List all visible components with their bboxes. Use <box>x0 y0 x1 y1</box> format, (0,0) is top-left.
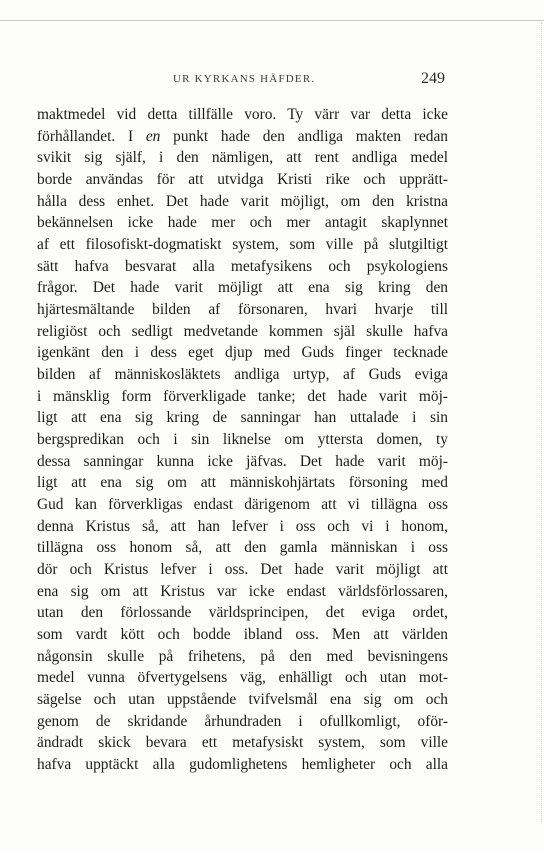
page-header <box>0 70 544 93</box>
text-line: af ett filosofiskt-dogmatiskt system, som ville på slutgiltigt <box>37 236 448 254</box>
text-line: sägelse och utan uppstående tvifvelsmål ena sig om och <box>37 691 448 709</box>
text-line: Gud kan förverkligas endast därigenom att vi tillägna oss <box>37 496 448 514</box>
text-line: sätt hafva besvarat alla metafysikens och psykologiens <box>37 257 448 275</box>
text-line: borde användas för att utvidga Kristi rike och upprätt- <box>37 171 448 189</box>
text-line: tillägna oss honom så, att den gamla människan i oss <box>37 539 448 557</box>
text-line: ändradt skick bevara ett metafysiskt system, som ville <box>37 734 448 752</box>
text-line: ena sig om att Kristus var icke endast världsförlossaren, <box>37 582 448 600</box>
text-line: dessa sanningar kunna icke jäfvas. Det hade varit möj- <box>37 452 448 470</box>
text-line: denna Kristus så, att han lefver i oss och vi i honom, <box>37 517 448 535</box>
text-line: bergspredikan och i sin liknelse om yttersta domen, ty <box>37 431 448 449</box>
text-line: religiöst och sedligt medvetande kommen själ skulle hafva <box>37 322 448 340</box>
text-line: ligt att ena sig om att människohjärtats försoning med <box>37 474 448 492</box>
text-line: bekännelsen icke hade mer och mer antagit skaplynnet <box>37 214 448 232</box>
text-line: medel vunna öfvertygelsens väg, enhälligt och utan mot- <box>37 669 448 687</box>
text-line: svikit sig själf, i den nämligen, att rent andliga medel <box>37 149 448 167</box>
text-line: förhållandet. I en punkt hade den andliga makten redan <box>37 127 448 145</box>
text-line: dör och Kristus lefver i oss. Det hade varit möjligt att <box>37 561 448 579</box>
page-edge <box>540 22 542 822</box>
text-line: ligt att ena sig kring de sanningar han uttalade i sin <box>37 409 448 427</box>
text-line: som vardt kött och bodde ibland oss. Men att världen <box>37 626 448 644</box>
text-line: genom de skridande århundraden i ofullkomligt, oför- <box>37 712 448 730</box>
top-rule <box>0 20 544 21</box>
text-line: maktmedel vid detta tillfälle voro. Ty värr var detta icke <box>37 106 448 123</box>
text-line: hålla dess enhet. Det hade varit möjligt, om den kristna <box>37 192 448 210</box>
text-line: någonsin skulle på frihetens, på den med bevisningens <box>37 647 448 665</box>
text-line: frågor. Det hade varit möjligt att ena sig kring den <box>37 279 448 297</box>
text-line: hafva upptäckt alla gudomlighetens hemligheter och alla <box>37 756 448 774</box>
page-number: 249 <box>421 70 445 87</box>
running-head: UR KYRKANS HÄFDER. <box>173 73 316 85</box>
text-line: i mänsklig form förverkligade tanke; det hade varit möj- <box>37 387 448 405</box>
text-line: bilden af människosläktets andliga urtyp, af Guds eviga <box>37 366 448 384</box>
text-line: hjärtesmältande bilden af försonaren, hvari hvarje till <box>37 301 448 319</box>
text-line: utan den förlossande världsprincipen, det eviga ordet, <box>37 604 448 622</box>
body-text <box>37 104 448 776</box>
text-line: igenkänt den i dess eget djup med Guds finger tecknade <box>37 344 448 362</box>
